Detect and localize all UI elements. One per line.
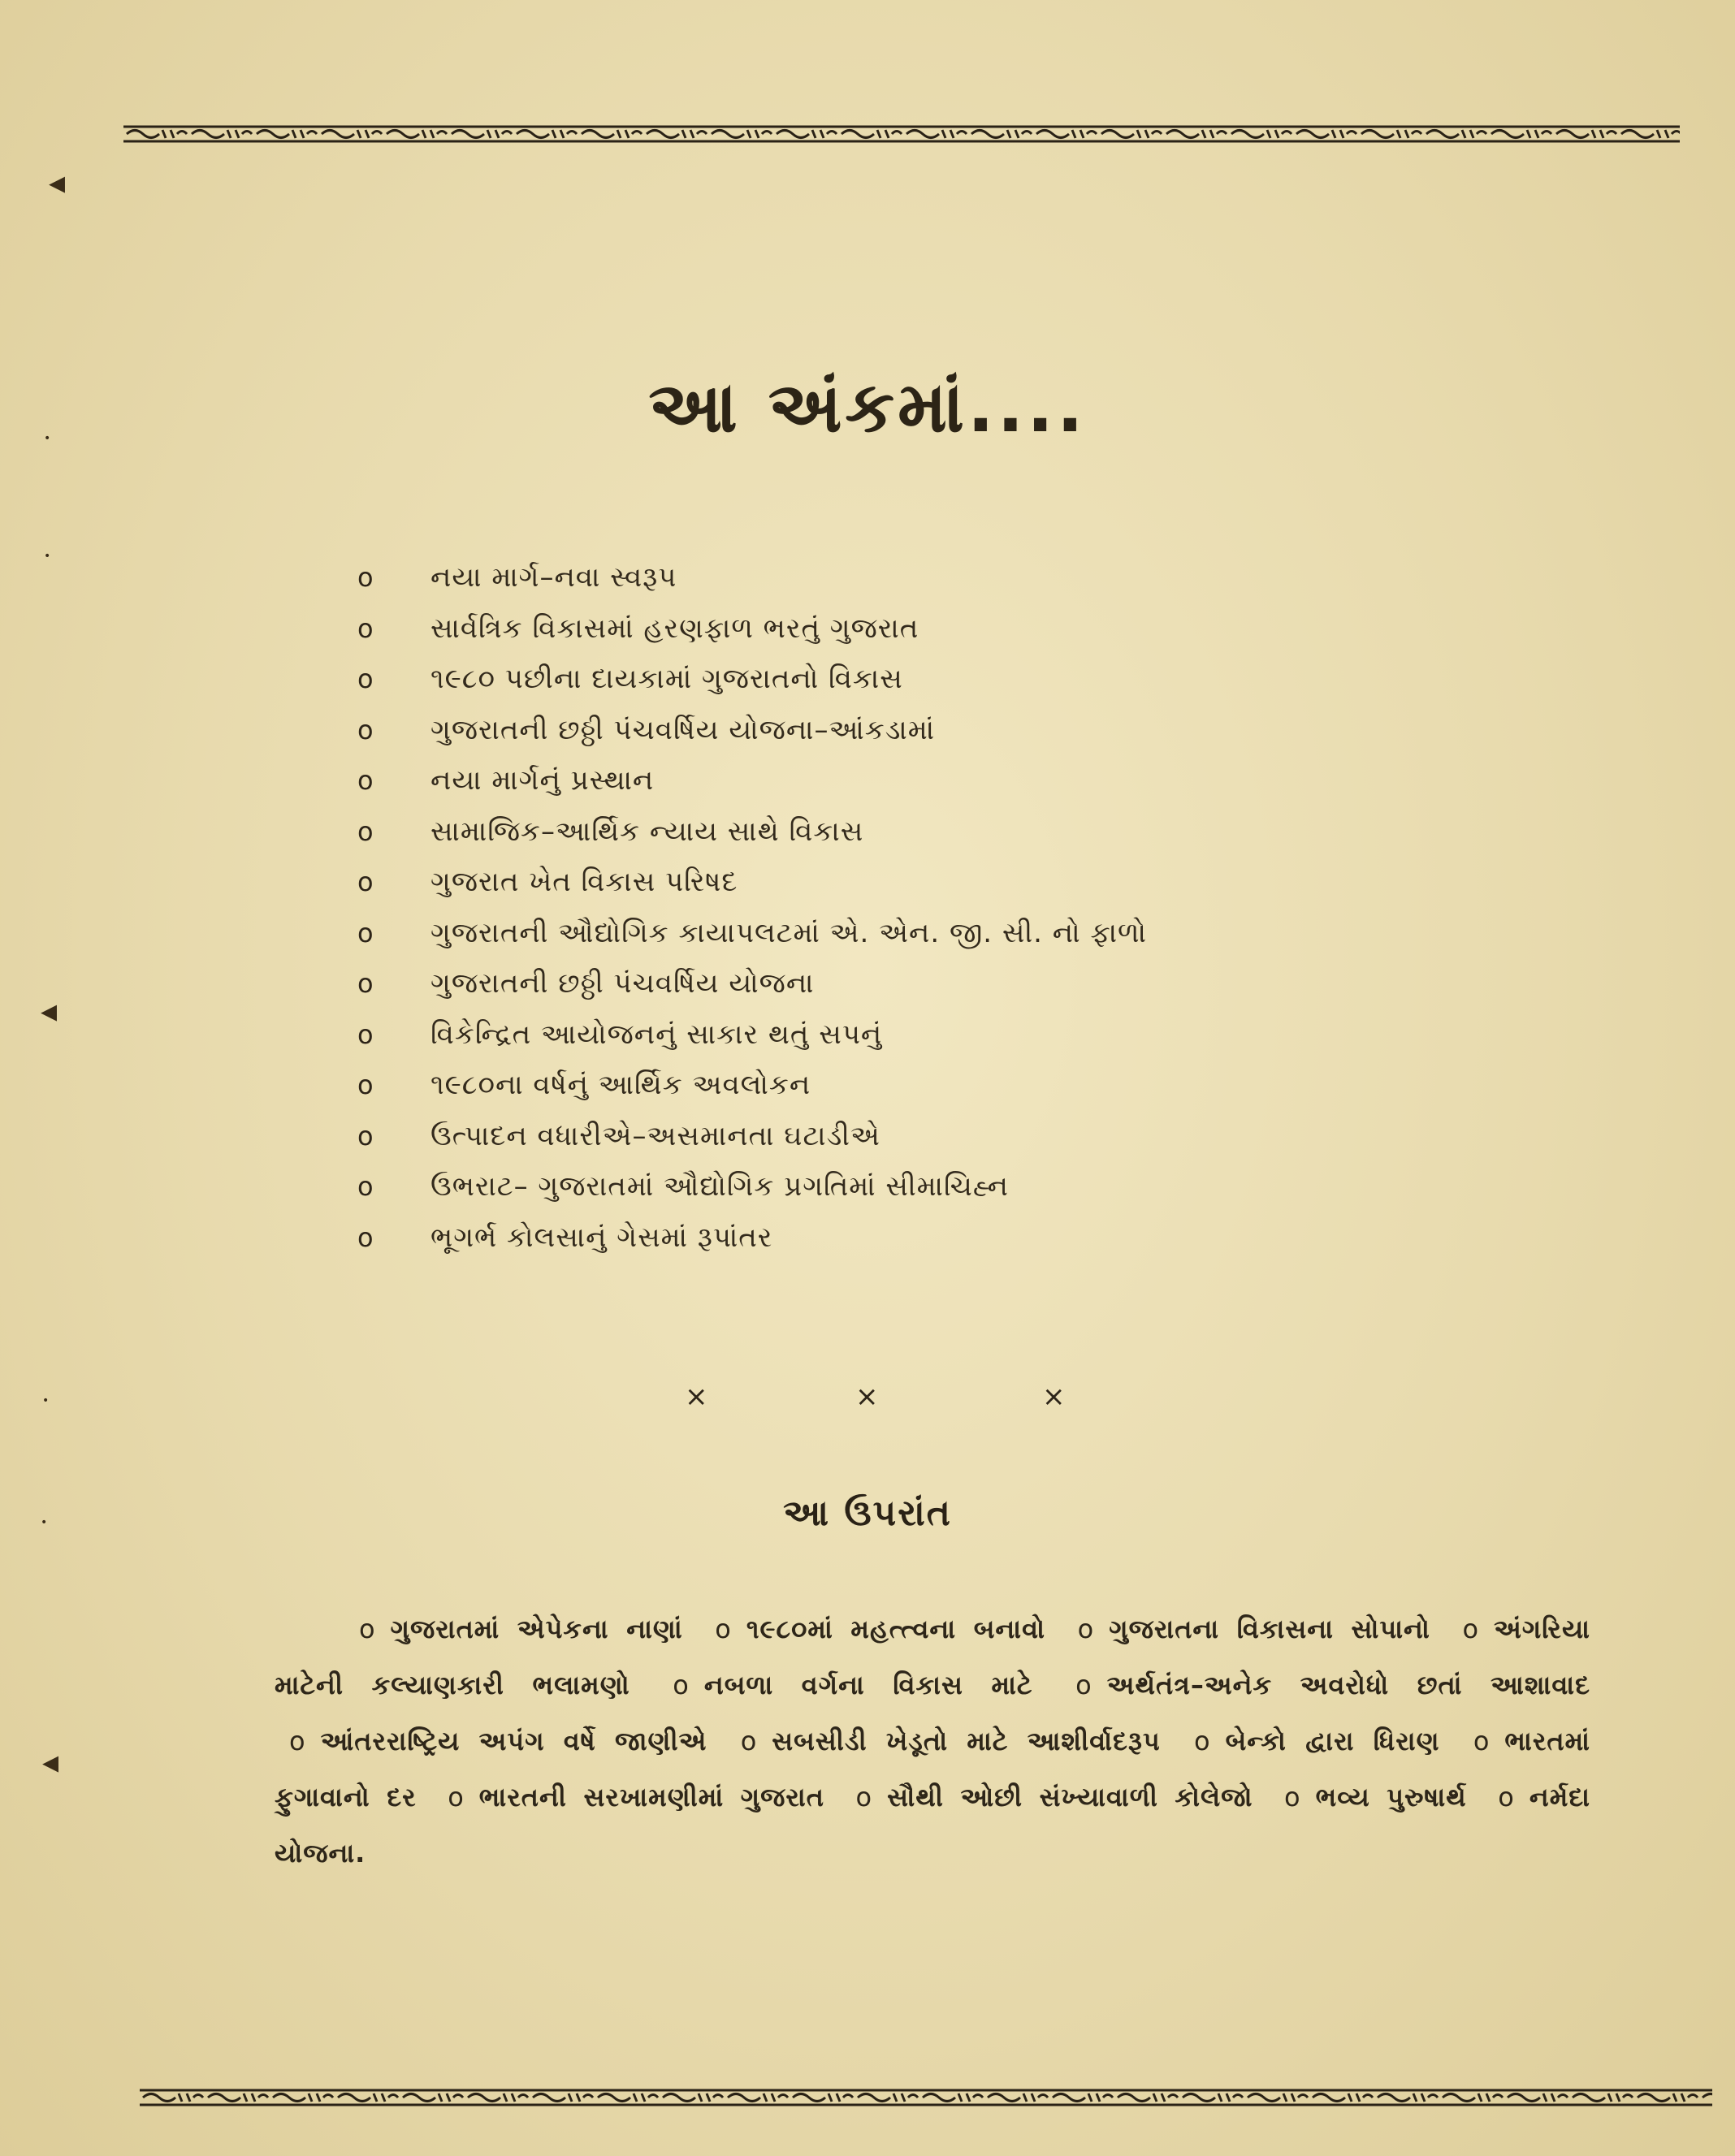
binding-mark: • xyxy=(44,432,51,445)
bullet-icon: o xyxy=(357,917,374,948)
section-heading: આ ઉપરાંત xyxy=(783,1493,952,1534)
list-item-text: ગુજરાતની છઠ્ઠી પંચવર્ષિય યોજના–આંકડામાં xyxy=(431,713,936,746)
list-item-text: ઉભરાટ– ગુજરાતમાં ઔદ્યોગિક પ્રગતિમાં સીમાચિહ્ન xyxy=(431,1170,1009,1203)
topic-item: ભારતમાં ફુગાવાનો દર xyxy=(275,1726,1591,1813)
list-item xyxy=(357,552,1332,603)
list-item-text: નયા માર્ગ–નવા સ્વરૂપ xyxy=(431,561,677,594)
bullet-icon: o xyxy=(673,1670,690,1700)
topic-item: સબસીડી ખેડૂતો માટે આશીર્વાદરૂપ xyxy=(772,1726,1161,1756)
topic-item: ગુજરાતના વિકાસના સોપાનો xyxy=(1109,1614,1430,1644)
topic-item: નર્મદા યોજના. xyxy=(275,1782,1591,1869)
bullet-icon: o xyxy=(357,1069,374,1101)
binding-mark: • xyxy=(42,1394,50,1407)
bullet-icon: o xyxy=(357,1018,374,1050)
list-item xyxy=(357,1111,1332,1162)
separator-mark: × xyxy=(855,1380,879,1413)
contents-list xyxy=(357,552,1332,1263)
bullet-icon: o xyxy=(357,1171,374,1203)
binding-mark: ◂ xyxy=(42,1743,59,1781)
topic-item: ભવ્ય પુરુષાર્થ xyxy=(1315,1782,1467,1813)
bullet-icon: o xyxy=(357,1120,374,1151)
additional-topics-paragraph xyxy=(275,1601,1590,1882)
bullet-icon: o xyxy=(1194,1726,1211,1756)
list-item-text: ૧૯૮૦ પછીના દાયકામાં ગુજરાતનો વિકાસ xyxy=(431,663,903,696)
topic-item: ગુજરાતમાં એપેકના નાણાં xyxy=(390,1614,683,1644)
bullet-icon: o xyxy=(357,714,374,745)
topic-item: ૧૯૮૦માં મહત્ત્વના બનાવો xyxy=(746,1614,1046,1644)
list-item xyxy=(357,1009,1332,1061)
list-item xyxy=(357,755,1332,806)
list-item-text: ગુજરાત ખેત વિકાસ પરિષદ xyxy=(431,866,738,899)
list-item xyxy=(357,1060,1332,1111)
list-item-text: ઉત્પાદન વધારીએ–અસમાનતા ઘટાડીએ xyxy=(431,1119,880,1152)
binding-mark: ◂ xyxy=(49,164,66,201)
list-item xyxy=(357,654,1332,705)
topic-item: નબળા વર્ગના વિકાસ માટે xyxy=(703,1670,1033,1700)
bullet-icon: o xyxy=(1473,1726,1491,1756)
list-item xyxy=(357,1212,1332,1264)
bullet-icon: o xyxy=(1462,1614,1480,1644)
bullet-icon: o xyxy=(357,968,374,1000)
bullet-icon: o xyxy=(715,1614,732,1644)
topic-item: આંતરરાષ્ટ્રિય અપંગ વર્ષે જાણીએ xyxy=(320,1726,707,1756)
list-item-text: ગુજરાતની ઔદ્યોગિક કાયાપલટમાં એ. એન. જી. સી. નો ફાળો xyxy=(431,916,1148,949)
topic-item: બેન્કો દ્વારા ધિરાણ xyxy=(1225,1726,1440,1756)
binding-mark: • xyxy=(44,550,51,563)
list-item-text: ૧૯૮૦ના વર્ષનું આર્થિક અવલોકન xyxy=(431,1069,811,1102)
bullet-icon: o xyxy=(1075,1670,1092,1700)
bullet-icon: o xyxy=(448,1782,465,1813)
binding-mark: • xyxy=(41,1516,48,1529)
topic-item: સૌથી ઓછી સંખ્યાવાળી કોલેજો xyxy=(887,1782,1253,1813)
bullet-icon: o xyxy=(357,1221,374,1253)
bullet-icon: o xyxy=(359,1614,376,1644)
section-separator xyxy=(0,1380,1735,1413)
list-item-text: નયા માર્ગનું પ્રસ્થાન xyxy=(431,764,655,797)
list-item-text: ગુજરાતની છઠ્ઠી પંચવર્ષિય યોજના xyxy=(431,967,815,1000)
bullet-icon: o xyxy=(357,765,374,797)
bullet-icon: o xyxy=(357,612,374,644)
binding-holes xyxy=(32,0,81,2156)
list-item-text: વિકેન્દ્રિત આયોજનનું સાકાર થતું સપનું xyxy=(431,1018,883,1051)
bullet-icon: o xyxy=(357,815,374,847)
bottom-ornamental-border xyxy=(140,2087,1712,2108)
bullet-icon: o xyxy=(1284,1782,1301,1813)
topic-item: અર્થતંત્ર–અનેક અવરોધો છતાં આશાવાદ xyxy=(1106,1670,1590,1700)
separator-mark: × xyxy=(1042,1380,1066,1413)
topic-item: ભારતની સરખામણીમાં ગુજરાત xyxy=(478,1782,824,1813)
bullet-icon: o xyxy=(1498,1782,1515,1813)
list-item xyxy=(357,908,1332,959)
list-item-text: ભૂગર્ભ કોલસાનું ગેસમાં રૂપાંતર xyxy=(431,1221,773,1254)
bullet-icon: o xyxy=(1077,1614,1095,1644)
bullet-icon: o xyxy=(289,1726,306,1756)
topic-item: અંગરિયા માટેની કલ્યાણકારી ભલામણો xyxy=(275,1614,1591,1700)
list-item xyxy=(357,1161,1332,1212)
bullet-icon: o xyxy=(357,663,374,695)
bullet-icon: o xyxy=(855,1782,873,1813)
binding-mark: ◂ xyxy=(41,992,58,1030)
top-ornamental-border xyxy=(123,123,1680,145)
bullet-icon: o xyxy=(357,866,374,898)
list-item xyxy=(357,958,1332,1009)
list-item xyxy=(357,857,1332,908)
bullet-icon: o xyxy=(357,562,374,594)
list-item-text: સામાજિક–આર્થિક ન્યાય સાથે વિકાસ xyxy=(431,814,864,848)
bullet-icon: o xyxy=(740,1726,758,1756)
list-item xyxy=(357,806,1332,858)
list-item xyxy=(357,705,1332,756)
page-title: આ અંકમાં.... xyxy=(648,367,1087,448)
separator-mark: × xyxy=(685,1380,708,1413)
list-item xyxy=(357,603,1332,655)
list-item-text: સાર્વત્રિક વિકાસમાં હરણફાળ ભરતું ગુજરાત xyxy=(431,611,919,645)
